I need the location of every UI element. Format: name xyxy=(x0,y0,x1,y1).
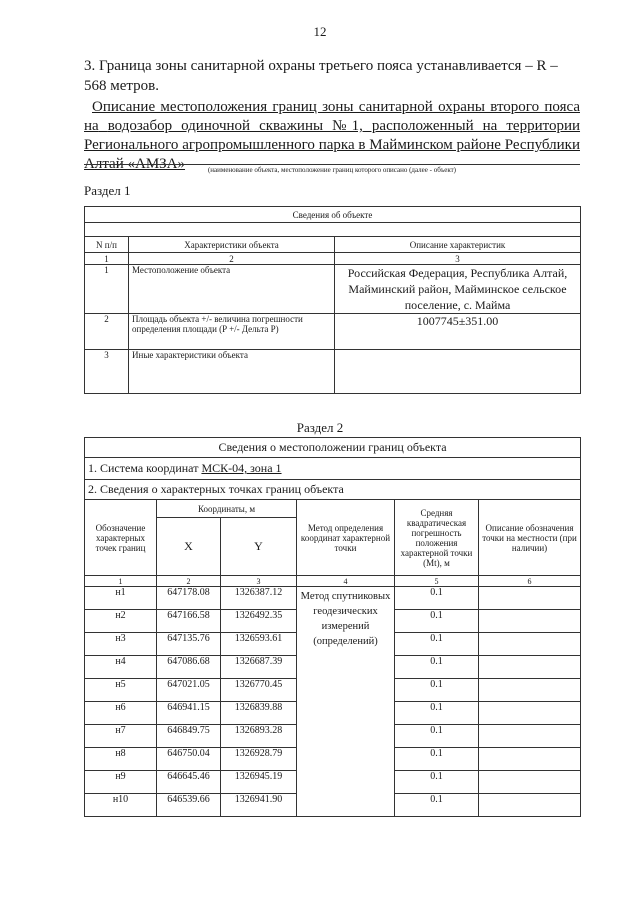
accuracy-value: 0.1 xyxy=(395,587,479,610)
object-info-table xyxy=(84,206,581,394)
characteristic-name: Местоположение объекта xyxy=(129,265,335,314)
accuracy-value: 0.1 xyxy=(395,679,479,702)
column-number: 3 xyxy=(335,253,581,265)
coordinate-x: 646750.04 xyxy=(157,748,221,771)
point-description xyxy=(479,656,581,679)
point-description xyxy=(479,771,581,794)
coordinate-y: 1326387.12 xyxy=(221,587,297,610)
point-name: н5 xyxy=(85,679,157,702)
row-number: 2 xyxy=(85,314,129,350)
characteristic-name: Площадь объекта +/- величина погрешности определения площади (P +/- Дельта P) xyxy=(129,314,335,350)
table-title: Сведения о местоположении границ объекта xyxy=(85,438,581,458)
column-number-row xyxy=(85,576,581,587)
section1-label: Раздел 1 xyxy=(84,183,131,198)
coordinate-y: 1326492.35 xyxy=(221,610,297,633)
coordinate-y: 1326839.88 xyxy=(221,702,297,725)
title-line: Регионального агропромышленного парка в Майминском районе Республики xyxy=(84,137,580,153)
boundary-points-table xyxy=(84,437,581,817)
column-header: Описание характеристик xyxy=(335,237,581,253)
column-number: 4 xyxy=(297,576,395,587)
column-number: 5 xyxy=(395,576,479,587)
row-number: 1 xyxy=(85,265,129,314)
coordinate-system-prefix: 1. Система координат xyxy=(88,461,202,475)
coordinate-y: 1326941.90 xyxy=(221,794,297,817)
row-number: 3 xyxy=(85,350,129,394)
column-number: 2 xyxy=(157,576,221,587)
method-cell: Метод спутниковых геодезических измерений (определений) xyxy=(297,587,395,817)
coordinate-x: 647021.05 xyxy=(157,679,221,702)
point-name: н1 xyxy=(85,587,157,610)
column-header: Координаты, м xyxy=(157,500,297,518)
characteristic-value xyxy=(335,350,581,394)
column-header: Характеристики объекта xyxy=(129,237,335,253)
column-number: 1 xyxy=(85,576,157,587)
column-number: 1 xyxy=(85,253,129,265)
column-number: 6 xyxy=(479,576,581,587)
coordinate-y: 1326945.19 xyxy=(221,771,297,794)
coordinate-y: 1326893.28 xyxy=(221,725,297,748)
title-line: Алтай «АМЗА» xyxy=(84,156,186,172)
section2-label: Раздел 2 xyxy=(296,420,344,435)
table-title: Сведения об объекте xyxy=(85,207,581,223)
title-caption: (наименование объекта, местоположение границ которого описано (далее - объект) xyxy=(207,166,457,174)
coordinate-y: 1326770.45 xyxy=(221,679,297,702)
accuracy-value: 0.1 xyxy=(395,771,479,794)
title-underline-rule xyxy=(84,164,580,165)
table-row xyxy=(85,314,581,350)
coordinate-y: 1326928.79 xyxy=(221,748,297,771)
point-description xyxy=(479,725,581,748)
document-title xyxy=(84,98,580,174)
accuracy-value: 0.1 xyxy=(395,794,479,817)
point-name: н2 xyxy=(85,610,157,633)
coordinate-x: 646941.15 xyxy=(157,702,221,725)
point-description xyxy=(479,794,581,817)
point-description xyxy=(479,610,581,633)
point-description xyxy=(479,748,581,771)
accuracy-value: 0.1 xyxy=(395,610,479,633)
point-name: н7 xyxy=(85,725,157,748)
characteristic-value: 1007745±351.00 xyxy=(335,314,581,350)
title-line: Описание местоположения границ зоны санитарной охраны второго пояса на xyxy=(84,99,580,134)
table-row xyxy=(85,350,581,394)
coordinate-x: 646849.75 xyxy=(157,725,221,748)
coordinate-x: 646645.46 xyxy=(157,771,221,794)
title-line: водозабор одиночной скважины №1, расположенный на территории xyxy=(107,118,581,134)
page-number: 12 xyxy=(313,24,327,39)
accuracy-value: 0.1 xyxy=(395,725,479,748)
coordinate-system xyxy=(85,458,581,480)
column-header: Y xyxy=(221,518,297,576)
column-number: 3 xyxy=(221,576,297,587)
column-header: Метод определения координат характерной точки xyxy=(297,500,395,576)
coordinate-system-value: МСК-04, зона 1 xyxy=(201,461,282,475)
table-row xyxy=(85,265,581,314)
table-row xyxy=(85,587,581,610)
point-name: н4 xyxy=(85,656,157,679)
point-description xyxy=(479,587,581,610)
coordinate-y: 1326593.61 xyxy=(221,633,297,656)
characteristic-value: Российская Федерация, Республика Алтай, Майминский район, Майминское сельское поселение, с. Майма xyxy=(335,265,581,314)
point-name: н3 xyxy=(85,633,157,656)
intro-paragraph: 3. Граница зоны санитарной охраны третьего пояса устанавливается – R – 568 метров. xyxy=(84,58,558,94)
coordinate-x: 647178.08 xyxy=(157,587,221,610)
column-header: X xyxy=(157,518,221,576)
point-name: н9 xyxy=(85,771,157,794)
accuracy-value: 0.1 xyxy=(395,633,479,656)
point-name: н10 xyxy=(85,794,157,817)
characteristic-name: Иные характеристики объекта xyxy=(129,350,335,394)
point-description xyxy=(479,633,581,656)
coordinate-x: 647086.68 xyxy=(157,656,221,679)
column-header: N п/п xyxy=(85,237,129,253)
point-name: н6 xyxy=(85,702,157,725)
accuracy-value: 0.1 xyxy=(395,748,479,771)
point-description xyxy=(479,679,581,702)
column-header: Описание обозначения точки на местности (при наличии) xyxy=(479,500,581,576)
point-name: н8 xyxy=(85,748,157,771)
accuracy-value: 0.1 xyxy=(395,702,479,725)
coordinate-x: 647135.76 xyxy=(157,633,221,656)
column-header: Обозначение характерных точек границ xyxy=(85,500,157,576)
points-title: 2. Сведения о характерных точках границ объекта xyxy=(85,480,581,500)
column-number: 2 xyxy=(129,253,335,265)
column-header: Средняя квадратическая погрешность положения характерной точки (Mt), м xyxy=(395,500,479,576)
coordinate-y: 1326687.39 xyxy=(221,656,297,679)
accuracy-value: 0.1 xyxy=(395,656,479,679)
coordinate-x: 647166.58 xyxy=(157,610,221,633)
coordinate-x: 646539.66 xyxy=(157,794,221,817)
spacer-row xyxy=(85,223,581,237)
point-description xyxy=(479,702,581,725)
